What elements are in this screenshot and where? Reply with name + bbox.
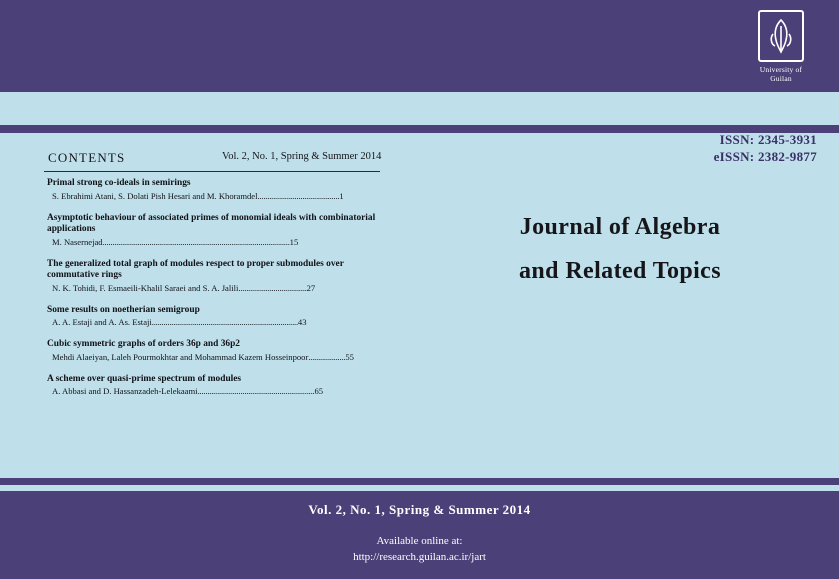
toc-leader-dots: ........................................................................... bbox=[151, 317, 298, 327]
footer-issue: Vol. 2, No. 1, Spring & Summer 2014 bbox=[308, 502, 531, 517]
table-of-contents bbox=[47, 178, 379, 408]
toc-page-number: 27 bbox=[306, 282, 316, 293]
toc-author-row bbox=[47, 283, 379, 294]
top-purple-band bbox=[0, 0, 839, 92]
toc-leader-dots: ................... bbox=[308, 351, 346, 362]
toc-page-number: 65 bbox=[314, 386, 324, 396]
toc-author-row bbox=[47, 191, 379, 202]
toc-authors: Mehdi Alaeiyan, Laleh Pourmokhtar and Mohammad Kazem Hosseinpoor bbox=[52, 351, 309, 362]
publisher-logo-line1: University of bbox=[759, 65, 803, 74]
toc-entry[interactable] bbox=[47, 374, 379, 398]
university-crest-icon bbox=[758, 10, 804, 62]
toc-author-row bbox=[47, 317, 379, 328]
toc-entry[interactable] bbox=[47, 213, 379, 248]
toc-entry[interactable] bbox=[47, 178, 379, 202]
footer-available-label: Available online at: bbox=[376, 535, 463, 547]
issn-block bbox=[714, 131, 817, 165]
contents-heading: CONTENTS bbox=[48, 150, 126, 165]
toc-author-row bbox=[47, 352, 379, 363]
footer-band bbox=[0, 491, 839, 579]
toc-authors: M. Nasernejad bbox=[52, 236, 103, 247]
toc-page-number: 43 bbox=[297, 317, 307, 327]
contents-divider bbox=[44, 171, 380, 172]
toc-authors: A. A. Estaji and A. As. Estaji bbox=[52, 317, 152, 327]
toc-title: The generalized total graph of modules respect to proper submodules over commutative rings bbox=[47, 258, 344, 280]
toc-author-row bbox=[47, 237, 379, 248]
toc-leader-dots: .......................................... bbox=[257, 190, 340, 201]
issn-electronic: eISSN: 2382-9877 bbox=[713, 149, 817, 164]
toc-leader-dots: ................................... bbox=[238, 282, 307, 293]
issue-line: Vol. 2, No. 1, Spring & Summer 2014 bbox=[222, 151, 382, 162]
journal-title bbox=[420, 205, 820, 293]
toc-title: Some results on noetherian semigroup bbox=[47, 304, 200, 315]
toc-entry[interactable] bbox=[47, 259, 379, 294]
journal-title-line1: Journal of Algebra bbox=[519, 214, 721, 240]
toc-title: Asymptotic behaviour of associated primes of monomial ideals with combinatorial applications bbox=[47, 212, 376, 234]
issn-print: ISSN: 2345-3931 bbox=[719, 132, 817, 147]
toc-page-number: 1 bbox=[339, 190, 344, 201]
toc-leader-dots: ................................................................................................ bbox=[102, 236, 290, 247]
toc-title: Cubic symmetric graphs of orders 36p and 36p2 bbox=[47, 339, 240, 349]
bottom-divider-band bbox=[0, 478, 839, 485]
toc-leader-dots: ............................................................ bbox=[197, 386, 315, 396]
toc-authors: S. Ebrahimi Atani, S. Dolati Pish Hesari and M. Khoramdel bbox=[52, 190, 258, 201]
toc-page-number: 55 bbox=[345, 351, 354, 362]
publisher-logo-line2: Guilan bbox=[770, 74, 792, 83]
toc-entry[interactable] bbox=[47, 339, 379, 363]
journal-title-line2: and Related Topics bbox=[519, 258, 721, 284]
toc-author-row bbox=[47, 386, 379, 397]
toc-page-number: 15 bbox=[289, 236, 299, 247]
toc-title: A scheme over quasi-prime spectrum of modules bbox=[47, 373, 242, 384]
footer-url[interactable]: http://research.guilan.ac.ir/jart bbox=[353, 551, 486, 563]
toc-entry[interactable] bbox=[47, 305, 379, 329]
toc-title: Primal strong co-ideals in semirings bbox=[47, 178, 191, 188]
publisher-logo bbox=[745, 10, 817, 83]
toc-authors: A. Abbasi and D. Hassanzadeh-Lelekaami bbox=[52, 386, 198, 396]
toc-authors: N. K. Tohidi, F. Esmaeili-Khalil Saraei and S. A. Jalili bbox=[52, 282, 239, 293]
